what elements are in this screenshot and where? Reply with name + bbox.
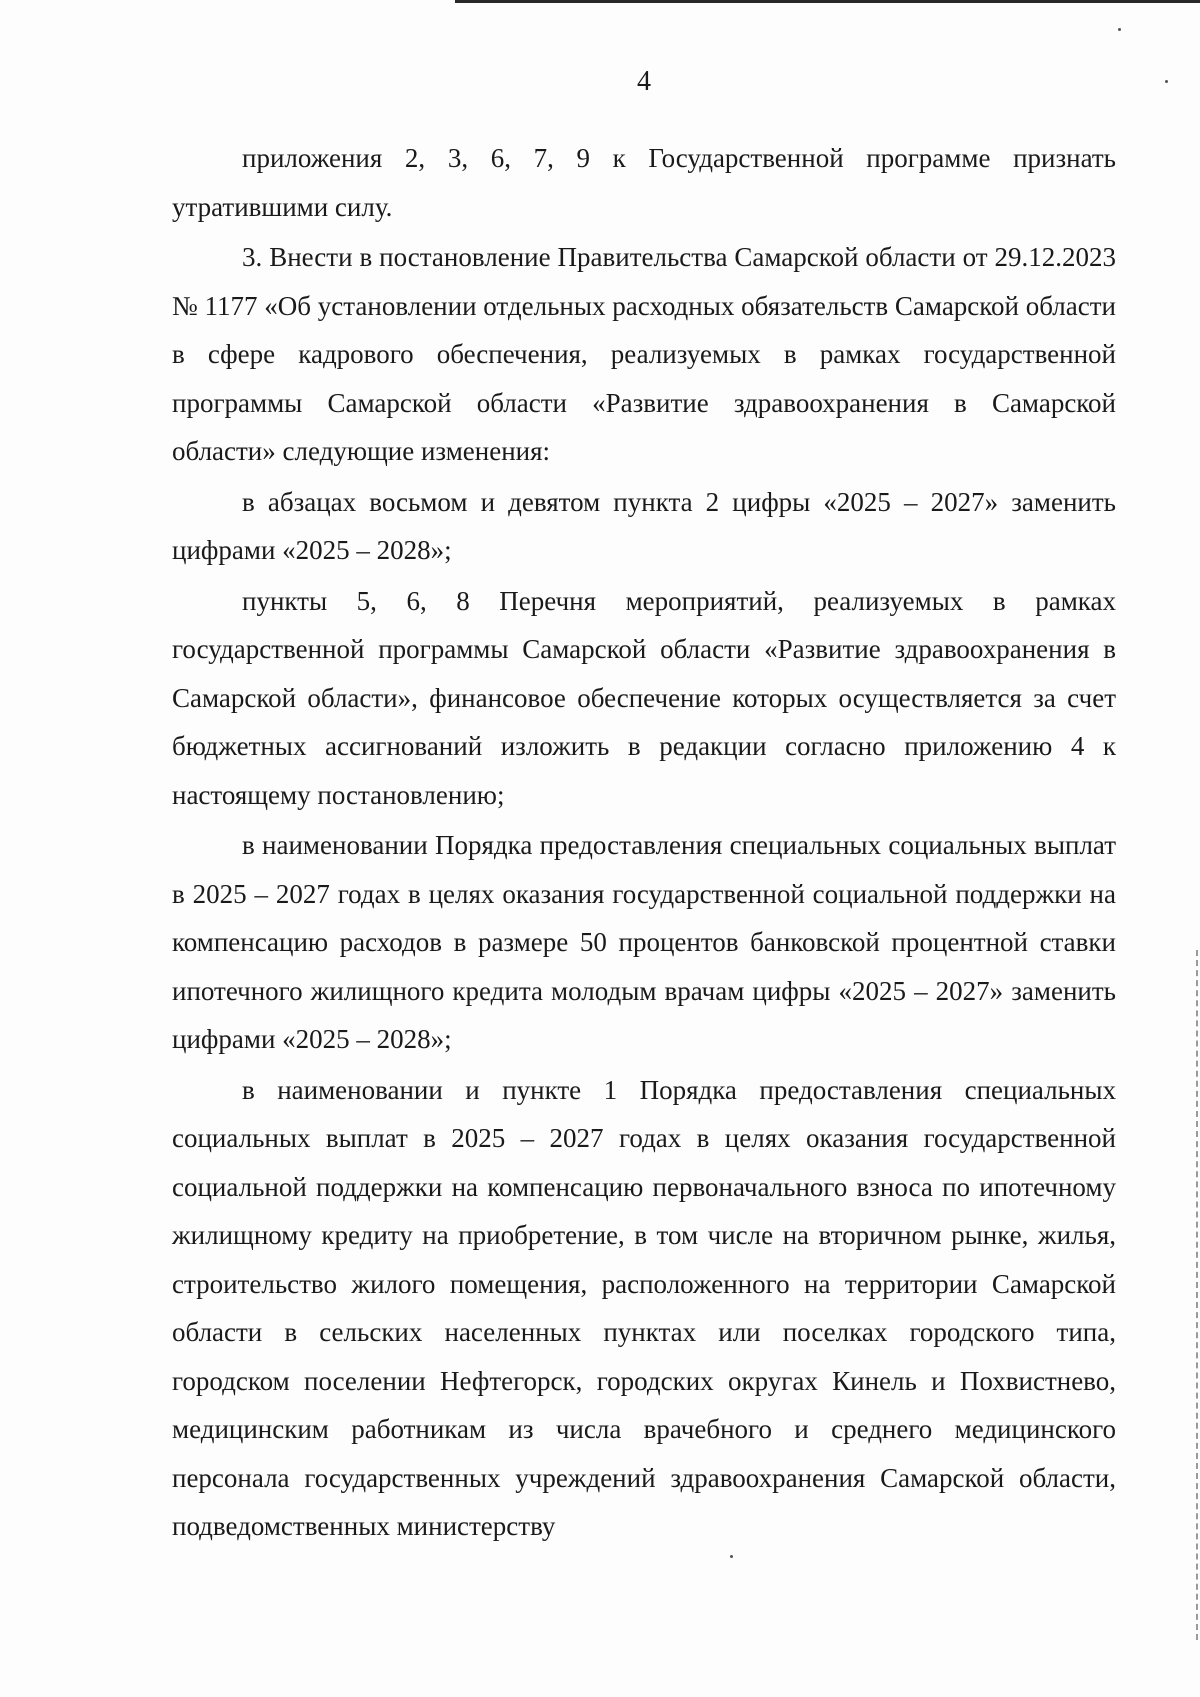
paragraph: 3. Внести в постановление Правительства Самарской области от 29.12.2023 № 1177 «Об установлении отдельных расходных обязательств Самарской области в сфере кадрового обеспечения, реализуемых в рамках государственной программы Самарской области «Развитие здравоохранения в Самарской области» следующие изменения: xyxy=(172,242,1116,466)
paragraph: в наименовании Порядка предоставления специальных социальных выплат в 2025 – 2027 годах в целях оказания государственной социальной поддержки на компенсацию расходов в размере 50 процентов банковской процентной ставки ипотечного жилищного кредита молодым врачам цифры «2025 – 2027» заменить цифрами «2025 – 2028»; xyxy=(172,830,1116,1054)
paragraph: приложения 2, 3, 6, 7, 9 к Государственной программе признать утратившими силу. xyxy=(172,143,1116,222)
paragraph: в абзацах восьмом и девятом пункта 2 цифры «2025 – 2027» заменить цифрами «2025 – 2028»; xyxy=(172,486,1116,565)
page-number: 4 xyxy=(637,66,651,97)
document-body xyxy=(172,134,1116,1553)
scan-speck xyxy=(730,1555,733,1558)
top-edge-rule xyxy=(455,0,1200,3)
paragraph: пункты 5, 6, 8 Перечня мероприятий, реализуемых в рамках государственной программы Самарской области «Развитие здравоохранения в Самарской области», финансовое обеспечение которых осуществляется за счет бюджетных ассигнований изложить в редакции согласно приложению 4 к настоящему постановлению; xyxy=(172,585,1116,810)
scan-speck xyxy=(1118,28,1121,31)
scan-edge-mark xyxy=(1194,950,1198,1640)
paragraph: в наименовании и пункте 1 Порядка предоставления специальных социальных выплат в 2025 – 2027 годах в целях оказания государственной социальной поддержки на компенсацию первоначального взноса по ипотечному жилищному кредиту на приобретение, в том числе на вторичном рынке, жилья, строительство жилого помещения, расположенного на территории Самарской области в сельских населенных пунктах или поселках городского типа, городском поселении Нефтегорск, городских округах Кинель и Похвистнево, медицинским работникам из числа врачебного и среднего медицинского персонала государственных учреждений здравоохранения Самарской области, подведомственных министерству xyxy=(172,1074,1116,1541)
